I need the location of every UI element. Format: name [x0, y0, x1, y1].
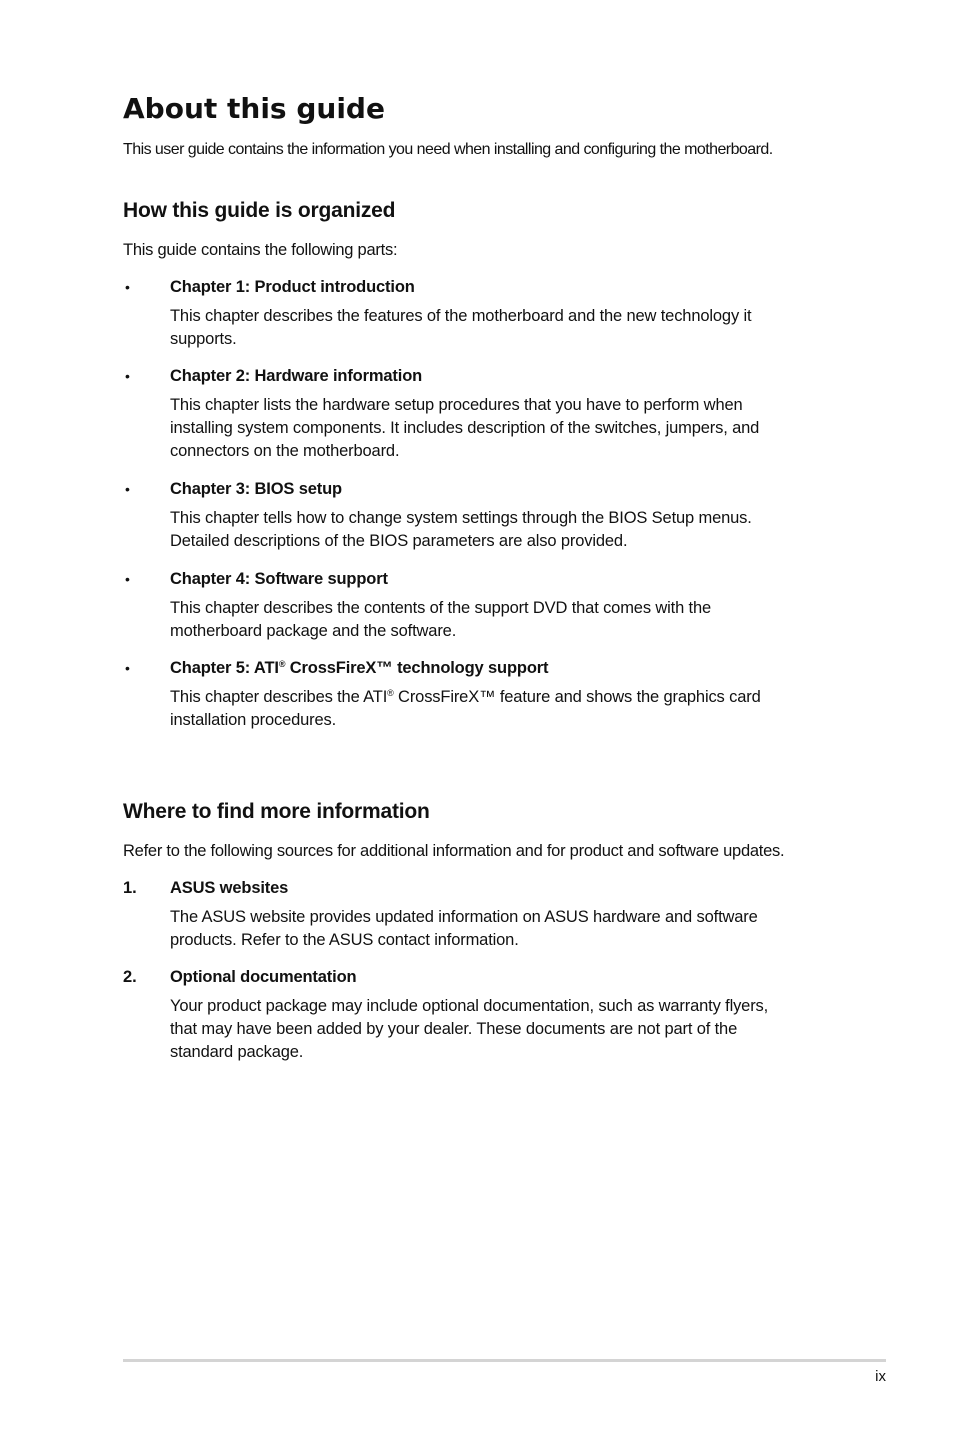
- bullet-marker: •: [125, 481, 130, 497]
- chapter-title: Chapter 2: Hardware information: [170, 367, 423, 385]
- organized-lead: This guide contains the following parts:: [123, 241, 398, 259]
- footer-divider: [123, 1359, 886, 1362]
- intro-paragraph: This user guide contains the information you need when installing and configuring the motherboard.: [123, 141, 773, 158]
- bullet-marker: •: [125, 571, 130, 587]
- chapter-title: Chapter 5: ATI® CrossFireX™ technology support: [170, 659, 549, 677]
- info-item-title: Optional documentation: [170, 968, 357, 986]
- chapter-description: This chapter describes the ATI® CrossFireX™ feature and shows the graphics card installation procedures.: [170, 688, 761, 729]
- bullet-marker: •: [125, 368, 130, 384]
- chapter-description: This chapter lists the hardware setup procedures that you have to perform when installing system components. It includes description of the switches, jumpers, and connectors on the motherboard.: [170, 396, 760, 460]
- section-heading-organized: How this guide is organized: [123, 199, 396, 222]
- item-number: 1.: [123, 879, 137, 897]
- chapter-title: Chapter 3: BIOS setup: [170, 480, 342, 498]
- chapter-title: Chapter 4: Software support: [170, 570, 388, 588]
- item-number: 2.: [123, 968, 137, 986]
- info-item-description: The ASUS website provides updated information on ASUS hardware and software products. Refer to the ASUS contact information.: [170, 908, 758, 949]
- page-number: ix: [875, 1368, 886, 1385]
- registered-mark: ®: [278, 659, 286, 669]
- bullet-marker: •: [125, 660, 130, 676]
- chapter-title: Chapter 1: Product introduction: [170, 278, 415, 296]
- chapter-description: This chapter tells how to change system settings through the BIOS Setup menus. Detailed descriptions of the BIOS parameters are also provided.: [170, 509, 752, 550]
- section-heading-more-info: Where to find more information: [123, 800, 430, 823]
- page-title: About this guide: [123, 92, 385, 125]
- registered-mark: ®: [387, 688, 394, 698]
- info-item-title: ASUS websites: [170, 879, 289, 897]
- info-item-description: Your product package may include optional documentation, such as warranty flyers, that may have been added by your dealer. These documents are not part of the standard package.: [170, 997, 769, 1061]
- chapter-description: This chapter describes the features of the motherboard and the new technology it supports.: [170, 307, 752, 348]
- chapter-description: This chapter describes the contents of the support DVD that comes with the motherboard package and the software.: [170, 599, 712, 640]
- more-info-lead: Refer to the following sources for additional information and for product and software updates.: [123, 842, 785, 860]
- bullet-marker: •: [125, 279, 130, 295]
